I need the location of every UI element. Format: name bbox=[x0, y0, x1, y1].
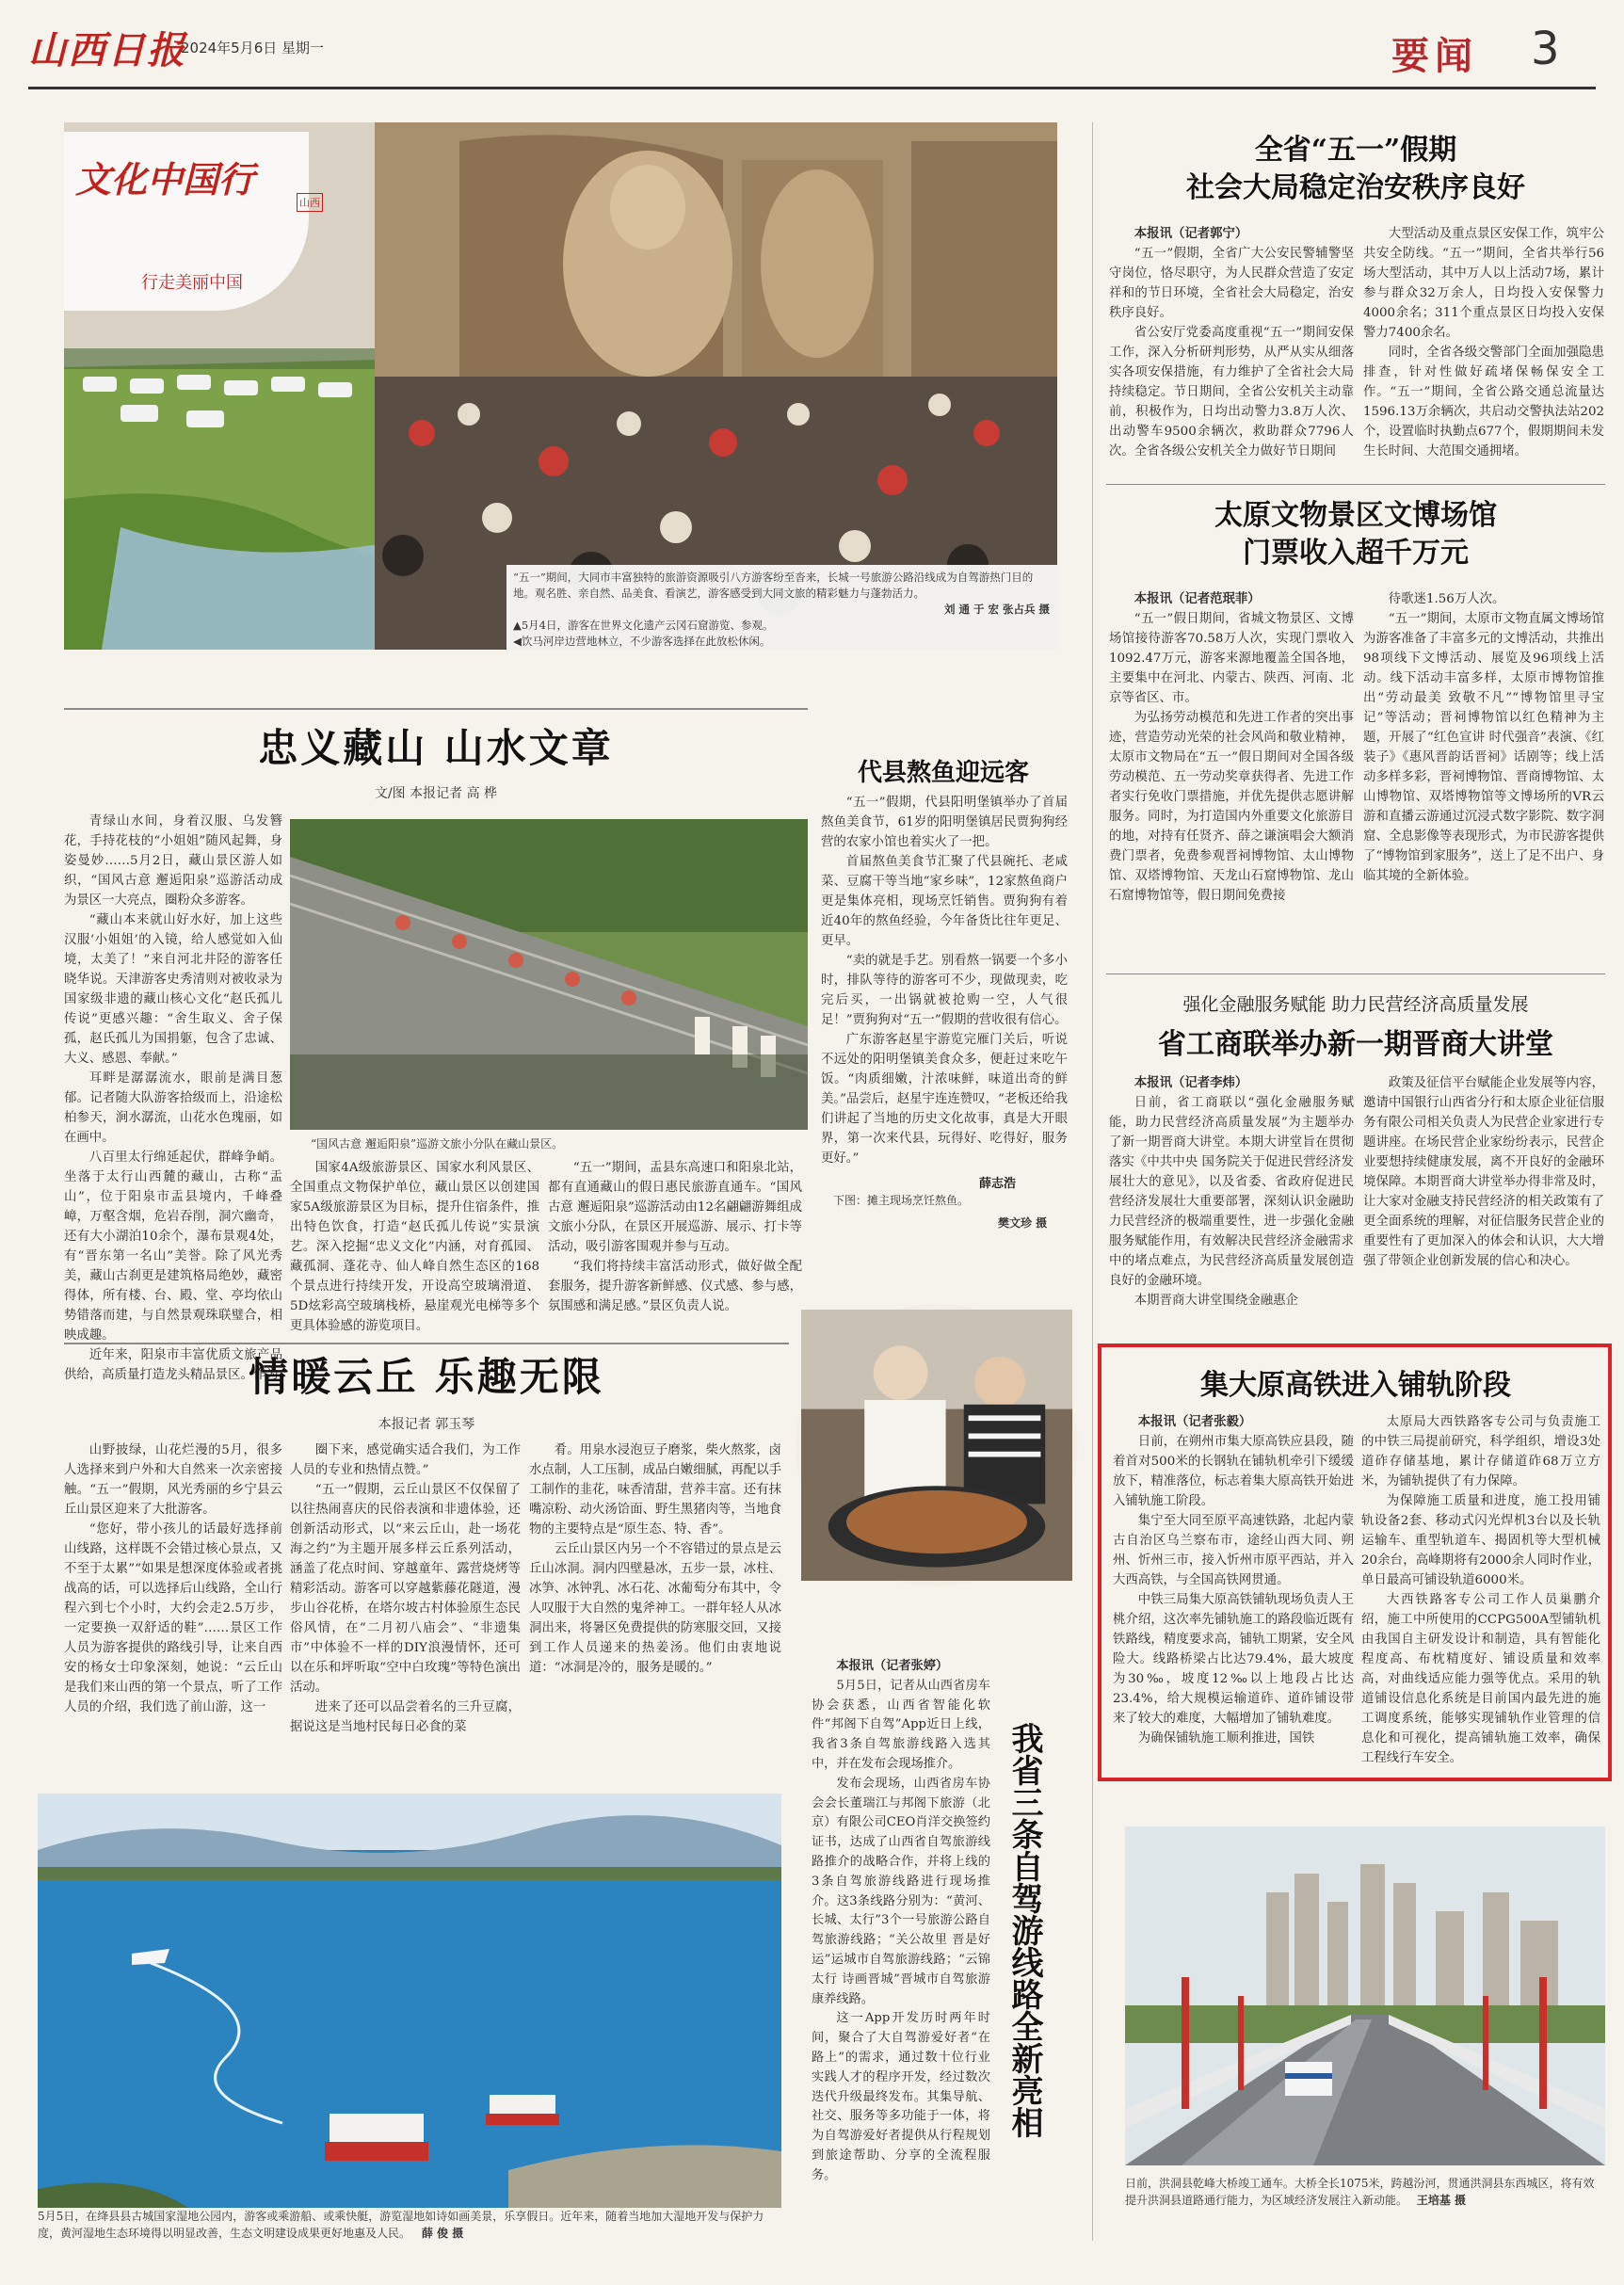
lake-photo-credit: 薛 俊 摄 bbox=[421, 2227, 464, 2240]
article-title-jida: 集大原高铁进入铺轨阶段 bbox=[1200, 1369, 1511, 1402]
article-title-wuyi: 全省“五一”假期 社会大局稳定治安秩序良好 bbox=[1186, 134, 1525, 204]
lake-photo bbox=[38, 1794, 781, 2208]
zijia-byline: 本报讯（记者张婷） bbox=[836, 1659, 949, 1673]
article-title-zijia-vertical: 我省三条自驾游线路全新亮相 bbox=[1005, 1722, 1043, 2138]
column-badge-title: 文化中国行 bbox=[75, 158, 255, 201]
article-body-jida-col1: 本报讯（记者张毅） 日前，在朔州市集大原高铁应县段，随着首对500米的长钢轨在铺轨机牵引下缓缓放下，精准落位，标志着集大原高铁开始进入铺轨施工阶段。 集宁至大同至原平高速铁路，北起内蒙古自治区乌兰察布市，途经山西大同、朔州、忻州三市，接入忻州市原平西站，并入大西高铁，与全国高铁网贯通。 中铁三局集大原高铁铺轨现场负责人王桃介绍，这次率先铺轨施工的路段临近既有铁路线，精度要求高，铺轨工期紧，安全风险大。线路桥梁占比达79.4%，最大坡度为30‰，坡度12‰以上地段占比达23.4%，给大规模运输道砟、道砟铺设带来了较大的难度，大幅增加了铺轨难度。 为确保铺轨施工顺利推进，国铁 bbox=[1113, 1414, 1354, 1746]
article-body-shanghui-col2: 政策及征信平台赋能企业发展等内容，邀请中国银行山西省分行和太原企业征信服务有限公司相关负责人为民营企业家进行专题讲座。在场民营企业家纷纷表示，民营企业要想持续健康发展，离不开良好的金融环境保障。本期晋商大讲堂举办得非常及时，让大家对金融支持民营经济的相关政策有了更全面系统的理解，对征信服务民营企业的重要性有了更加深入的体会和认识，大大增强了带领企业创新发展的信心和决心。 bbox=[1363, 1076, 1604, 1268]
article-kicker-shanghui: 强化金融服务赋能 助力民营经济高质量发展 bbox=[1182, 994, 1529, 1015]
article-byline-yunqiu: 本报记者 郭玉琴 bbox=[378, 1417, 475, 1432]
article-body-shanghui-col1: 本报讯（记者李炜） 日前，省工商联以“强化金融服务赋能，助力民营经济高质量发展”为主题举办了新一期晋商大讲堂。本期大讲堂旨在贯彻落实《中共中央 国务院关于促进民营经济发展壮大的意见》，以及省委、省政府促进民营经济发展壮大重要部署，深刻认识金融助力民营经济的极端重要性，进一步强化金融服务赋能作用，有效解决民营经济金融需求中的堵点难点，为民营经济高质量发展创造良好的金融环境。 本期晋商大讲堂围绕金融惠企 bbox=[1109, 1075, 1354, 1308]
zhongyi-photo-caption: “国风古意 邂逅阳泉”巡游文旅小分队在藏山景区。 bbox=[311, 1137, 564, 1151]
top-photo-credit: 刘 通 于 宏 张占兵 摄 bbox=[943, 603, 1050, 616]
lake-photo-caption: 5月5日，在绛县县古城国家湿地公园内，游客或乘游船、或乘快艇，游览湿地如诗如画美景，乐享假日。近年来，随着当地加大湿地开发与保护力度，黄河湿地生态环境得以明显改善，生态文明建设成果更好地惠及人民。 薛 俊 摄 bbox=[38, 2210, 764, 2240]
article-title-daixian: 代县熬鱼迎远客 bbox=[857, 759, 1029, 787]
column-divider-right bbox=[1092, 122, 1093, 2241]
article-body-zhongyi-col1: 青绿山水间，身着汉服、乌发簪花，手持花枝的“小姐姐”随风起舞，身姿曼妙……5月2日，藏山景区游人如织，“国风古意 邂逅阳泉”巡游活动成为景区一大亮点，圈粉众多游客。 “藏山本来就山好水好，加上这些汉服‘小姐姐’的入镜，给人感觉如入仙境，太美了！”来自河北井陉的游客任晓华说。天津游客史秀清则对被收录为国家级非遗的藏山核心文化“赵氏孤儿传说”更感兴趣：“舍生取义、舍子保孤，赵氏孤儿为国捐躯，包含了忠诚、大义、感恩、奉献。” 耳畔是潺潺流水，眼前是满目葱郁。记者随大队游客拾级而上，沿途松柏参天，涧水潺流，山花水色瑰丽，如在画中。 八百里太行绵延起伏，群峰争峭。坐落于太行山西麓的藏山，古称“盂山”，位于阳泉市盂县境内，千峰叠嶂，万壑含烟，危岩吞削，洞穴幽奇，还有大小湖泊10余个，瀑布景观4处，有“晋东第一名山”美誉。除了风光秀美，藏山古刹更是建筑格局绝妙，藏密得体，所有楼、台、殿、堂、亭均依山势错落而建，与自然景观珠联璧合，相映成趣。 近年来，阳泉市丰富优质文旅产品供给，高质量打造龙头精品景区。作为 bbox=[64, 814, 282, 1382]
bridge-photo-caption: 日前，洪洞县乾峰大桥竣工通车。大桥全长1075米，跨越汾河，贯通洪洞县东西城区，将有效提升洪洞县道路通行能力，为区域经济发展注入新动能。 王培基 摄 bbox=[1125, 2177, 1595, 2207]
article-body-wuyi-col2: 大型活动及重点景区安保工作，筑牢公共安全防线。“五一”期间，全省共举行56场大型活动，其中万人以上活动7场，累计参与群众32万余人，日均投入安保警力4000余名；311个重点景区日均投入安保警力7400余名。 同时，全省各级交警部门全面加强隐患排查，针对性做好疏堵保畅保安全工作。“五一”期间，全省公路交通总流量达1596.13万余辆次，共启动交警执法站202个，设置临时执勤点677个，假期期间未发生长时间、大范围交通拥堵。 bbox=[1363, 227, 1604, 459]
jida-byline: 本报讯（记者张毅） bbox=[1137, 1414, 1252, 1429]
article-body-zhongyi-col2: 国家4A级旅游景区、国家水利风景区、全国重点文物保护单位，藏山景区以创建国家5A级旅游景区为目标，提升住宿条件，推出特色饮食，打造“赵氏孤儿传说”实景演艺。深入挖掘“忠义文化”内涵，对育孤园、藏孤洞、蓬花寺、仙人峰自然生态区的168个景点进行持续开发，开设高空玻璃滑道、5D炫彩高空玻璃栈桥，悬崖观光电梯等多个更具体验感的游览项目。 bbox=[290, 1161, 539, 1333]
top-photo-caption: “五一”期间，大同市丰富独特的旅游资源吸引八方游客纷至沓来，长城一号旅游公路沿线成为自驾游热门目的地。观名胜、亲自然、品美食、看演艺，游客感受到大同文旅的精彩魅力与蓬勃活力。 刘 通 于 宏 张占兵 摄 ▲5月4日，游客在世界文化遗产云冈石窟游览、参观。 ◀饮马河岸边营地林立，不少游客选择在此放松休闲。 bbox=[513, 571, 1050, 648]
top-photo-note-1: ▲5月4日，游客在世界文化遗产云冈石窟游览、参观。 bbox=[513, 619, 774, 632]
article-body-yunqiu-col2: 圈下来，感觉确实适合我们，为工作人员的专业和热情点赞。” “五一”假期，云丘山景区不仅保留了以往热闹喜庆的民俗表演和非遗体验，还创新活动形式，以“来云丘山，赴一场花海之约”为主题开展多样云丘系列活动，涵盖了花点时间、穿越童年、露营烧烤等精彩活动。游客可以穿越紫藤花隧道，漫步山谷花桥，在塔尔坡古村体验原生态民俗风情，在“二月初八庙会”、“非遗集市”中体验不一样的DIY浪漫情怀，还可以在乐和坪听取“空中白玫瑰”等特色演出活动。 进来了还可以品尝着名的三升豆腐，据说这是当地村民每日必食的菜 bbox=[290, 1443, 521, 1734]
section-name: 要闻 bbox=[1391, 34, 1478, 78]
article-title-taiyuan: 太原文物景区文博场馆 门票收入超千万元 bbox=[1214, 499, 1497, 570]
article-body-yunqiu-col3: 肴。用泉水浸泡豆子磨浆，柴火熬浆，卤水点制，人工压制，成品白嫩细腻，再配以手工制作的韭花，味香清甜，营养丰富。还有抹嘴凉粉、动火汤饸面、野生黑猪肉等，当地食物的主要特点是“原生态、特、香”。 云丘山景区内另一个不容错过的景点是云丘山冰洞。洞内四壁悬冰，五步一景，冰柱、冰笋、冰钟乳、冰石花、冰葡萄分布其中，令人叹服于大自然的鬼斧神工。一群年轻人从冰洞出来，将暑区免费提供的防寒服交回，又接到工作人员递来的热姜汤。他们由衷地说道：“冰洞是冷的，服务是暖的。” bbox=[529, 1443, 781, 1675]
article-title-shanghui: 省工商联举办新一期晋商大讲堂 bbox=[1158, 1028, 1553, 1061]
section-divider bbox=[64, 1343, 789, 1344]
daixian-photo bbox=[796, 1304, 1078, 1586]
top-photo-note-2: ◀饮马河岸边营地林立，不少游客选择在此放松休闲。 bbox=[513, 635, 771, 648]
daixian-author: 薛志浩 bbox=[979, 1177, 1017, 1191]
article-body-yunqiu-col1: 山野披绿，山花烂漫的5月，很多人选择来到户外和大自然来一次亲密接触。“五一”假期，风光秀丽的乡宁县云丘山景区迎来了大批游客。 “您好，带小孩儿的话最好选择前山线路，这样既不会错过核心景点，又不至于太累”“如果是想深度体验或者挑战高的话，可以选择后山线路，全山行程六到七个小时，大约会走2.5万步，一定要换一双舒适的鞋”……景区工作人员为游客提供的路线引导，让来自西安的杨女士印象深刻，她说：“云丘山是我们来山西的第一个景点，听了工作人员的介绍，我们选了前山游，这一 bbox=[64, 1443, 282, 1714]
article-body-taiyuan-col1: 本报讯（记者范珉菲） “五一”假日期间，省城文物景区、文博场馆接待游客70.58万人次，实现门票收入1092.47万元，游客来源地覆盖全国各地，主要集中在河北、内蒙古、陕西、河南、北京等省区、市。 为弘扬劳动模范和先进工作者的突出事迹，营造劳动光荣的社会风尚和敬业精神，太原市文物局在“五一”假日期间对全国各级劳动模范、五一劳动奖章获得者、先进工作者实行免收门票措施，并优先提供志愿讲解服务。同时，为打造国内外重要文化旅游目的地，对持有任贤齐、薛之谦演唱会大额消费门票者，免费参观晋祠博物馆、太山博物馆、双塔博物馆、天龙山石窟博物馆、龙山石窟博物馆等，假日期间免费接 bbox=[1109, 591, 1354, 903]
wuyi-byline: 本报讯（记者郭宁） bbox=[1134, 226, 1248, 241]
daixian-photo-credit: 樊文珍 摄 bbox=[998, 1216, 1048, 1230]
daixian-photo-caption: 下图：摊主现场烹饪熬鱼。 bbox=[833, 1194, 970, 1207]
article-title-yunqiu: 情暖云丘 乐趣无限 bbox=[249, 1354, 604, 1400]
page-number: 3 bbox=[1531, 23, 1560, 75]
article-body-jida-col2: 太原局大西铁路客专公司与负责施工的中铁三局提前研究，科学组织，增设3处道砟存储基地，累计存储道砟68万立方米，为铺轨提供了有力保障。 为保障施工质量和进度，施工投用铺轨设备2套、移动式闪光焊机3台以及长轨运输车、重型轨道车、揭固机等大型机械20余台，高峰期将有2000余人同时作业，单日最高可铺设轨道6000米。 大西铁路客专公司工作人员巢鹏介绍，施工中所使用的CCPG500A型铺轨机由我国自主研发设计和制造，具有智能化程度高、布枕精度好、铺设质量和效率高，对曲线适应能力强等优点。采用的轨道铺设信息化系统是目前国内最先进的施工调度系统，能够实现铺轨作业管理的信息化和可视化，提高铺轨施工效率，确保工程线行车安全。 bbox=[1361, 1415, 1600, 1765]
column-badge-seal: 山西 bbox=[297, 193, 323, 212]
bridge-photo bbox=[1125, 1826, 1605, 2165]
masthead-rule bbox=[28, 87, 1596, 89]
section-divider bbox=[1106, 484, 1605, 485]
bridge-photo-credit: 王培基 摄 bbox=[1416, 2194, 1467, 2207]
article-title-zhongyi: 忠义藏山 山水文章 bbox=[258, 725, 614, 771]
zhongyi-photo bbox=[290, 819, 808, 1130]
article-byline-zhongyi: 文/图 本报记者 高 桦 bbox=[374, 786, 498, 801]
article-body-zhongyi-col3: “五一”期间，盂县东高速口和阳泉北站，都有直通藏山的假日惠民旅游直通车。“国风古意 邂逅阳泉”巡游活动由12名翩翩游舞组成文旅小分队，在景区开展巡游、展示、打卡等活动，吸引游客围观并参与互动。 “我们将持续丰富活动形式，做好做全配套服务，提升游客新鲜感、仪式感、参与感，氛围感和满足感。”景区负责人说。 bbox=[548, 1161, 802, 1313]
article-body-zijia: 本报讯（记者张婷） 5月5日，记者从山西省房车协会获悉，山西省智能化软件“邦阁下自驾”App近日上线，我省3条自驾旅游线路入选其中，并在发布会现场推介。 发布会现场，山西省房车协会会长董瑞江与邦阁下旅游（北京）有限公司CEO肖洋交换签约证书，达成了山西省自驾旅游线路推介的战略合作，并将上线的3条自驾旅游线路进行现场推介。这3条线路分别为：“黄河、长城、太行”3个一号旅游公路自驾旅游线路；“关公故里 晋是好运”运城市自驾旅游线路；“云锦太行 诗画晋城”晋城市自驾旅游康养线路。 这一App开发历时两年时间，聚合了大自驾游爱好者“在路上”的需求，通过数十位行业实践人才的程序开发，经过数次迭代升级最终发布。其集导航、社交、服务等多功能于一体，将为自驾游爱好者提供从行程规划到旅途帮助、分享的全流程服务。 bbox=[812, 1659, 990, 2182]
shanghui-byline: 本报讯（记者李炜） bbox=[1134, 1075, 1248, 1090]
taiyuan-byline: 本报讯（记者范珉菲） bbox=[1134, 591, 1261, 606]
newspaper-logo: 山西日报 bbox=[28, 28, 186, 72]
article-body-taiyuan-col2: 待歌迷1.56万人次。 “五一”期间，太原市文物直属文博场馆为游客准备了丰富多元的文博活动，共推出98项线下文博活动、展览及96项线上活动。线下活动丰富多样，太原市博物馆推出“劳动最美 致敬不凡”“博物馆里寻宝记”等活动；晋祠博物馆以红色精神为主题，开展了“红色宣讲 时代强音”表演、《红装子》《惠风晋韵话晋祠》话剧等；线上活动多样多彩，晋祠博物馆、晋商博物馆、太山博物馆、双塔博物馆等文博场所的VR云游和直播云游通过沉浸式数字影院、数字洞窟、全息影像等表现形式，为市民游客提供了“博物馆到家服务”，送上了足不出户、身临其境的全新体验。 bbox=[1363, 592, 1604, 883]
article-body-daixian: “五一”假期，代县阳明堡镇举办了首届熬鱼美食节，61岁的阳明堡镇居民贾狗狗经营的农家小馆也着实火了一把。 首届熬鱼美食节汇聚了代县碗托、老咸菜、豆腐干等当地“家乡味”，12家熬鱼商户更是集体亮相，现场烹饪销售。贾狗狗有着近40年的熬鱼经验，今年备货比往年更足、更早。 “卖的就是手艺。别看熬一锅要一个多小时，排队等待的游客可不少，现做现卖，吃完后买，一出锅就被抢购一空，人气很足！”贾狗狗对“五一”假期的营收很有信心。 广东游客赵星宇游览完雁门关后，听说不远处的阳明堡镇美食众多，便赶过来吃午饭。“肉质细嫩，汁浓味鲜，味道出奇的鲜美。”品尝后，赵星宇连连赞叹，“老板还给我们讲起了当地的历史文化故事，真是大开眼界，第一次来代县，玩得好、吃得好，服务更好。” bbox=[821, 796, 1068, 1166]
article-body-wuyi-col1: 本报讯（记者郭宁） “五一”假期，全省广大公安民警辅警坚守岗位，恪尽职守，为人民群众营造了安定祥和的节日环境，全省社会大局稳定，治安秩序良好。 省公安厅党委高度重视“五一”期间安保工作，深入分析研判形势，从严从实从细落实各项安保措施，有力维护了全省社会大局持续稳定。节日期间，全省公安机关主动靠前，积极作为，日均出动警力3.8万人次、出动警车9500余辆次，救助群众7796人次。全省各级公安机关全力做好节日期间 bbox=[1109, 226, 1354, 459]
issue-date: 2024年5月6日 星期一 bbox=[181, 40, 325, 56]
column-badge-subtitle: 行走美丽中国 bbox=[141, 273, 243, 293]
section-divider bbox=[64, 708, 808, 710]
